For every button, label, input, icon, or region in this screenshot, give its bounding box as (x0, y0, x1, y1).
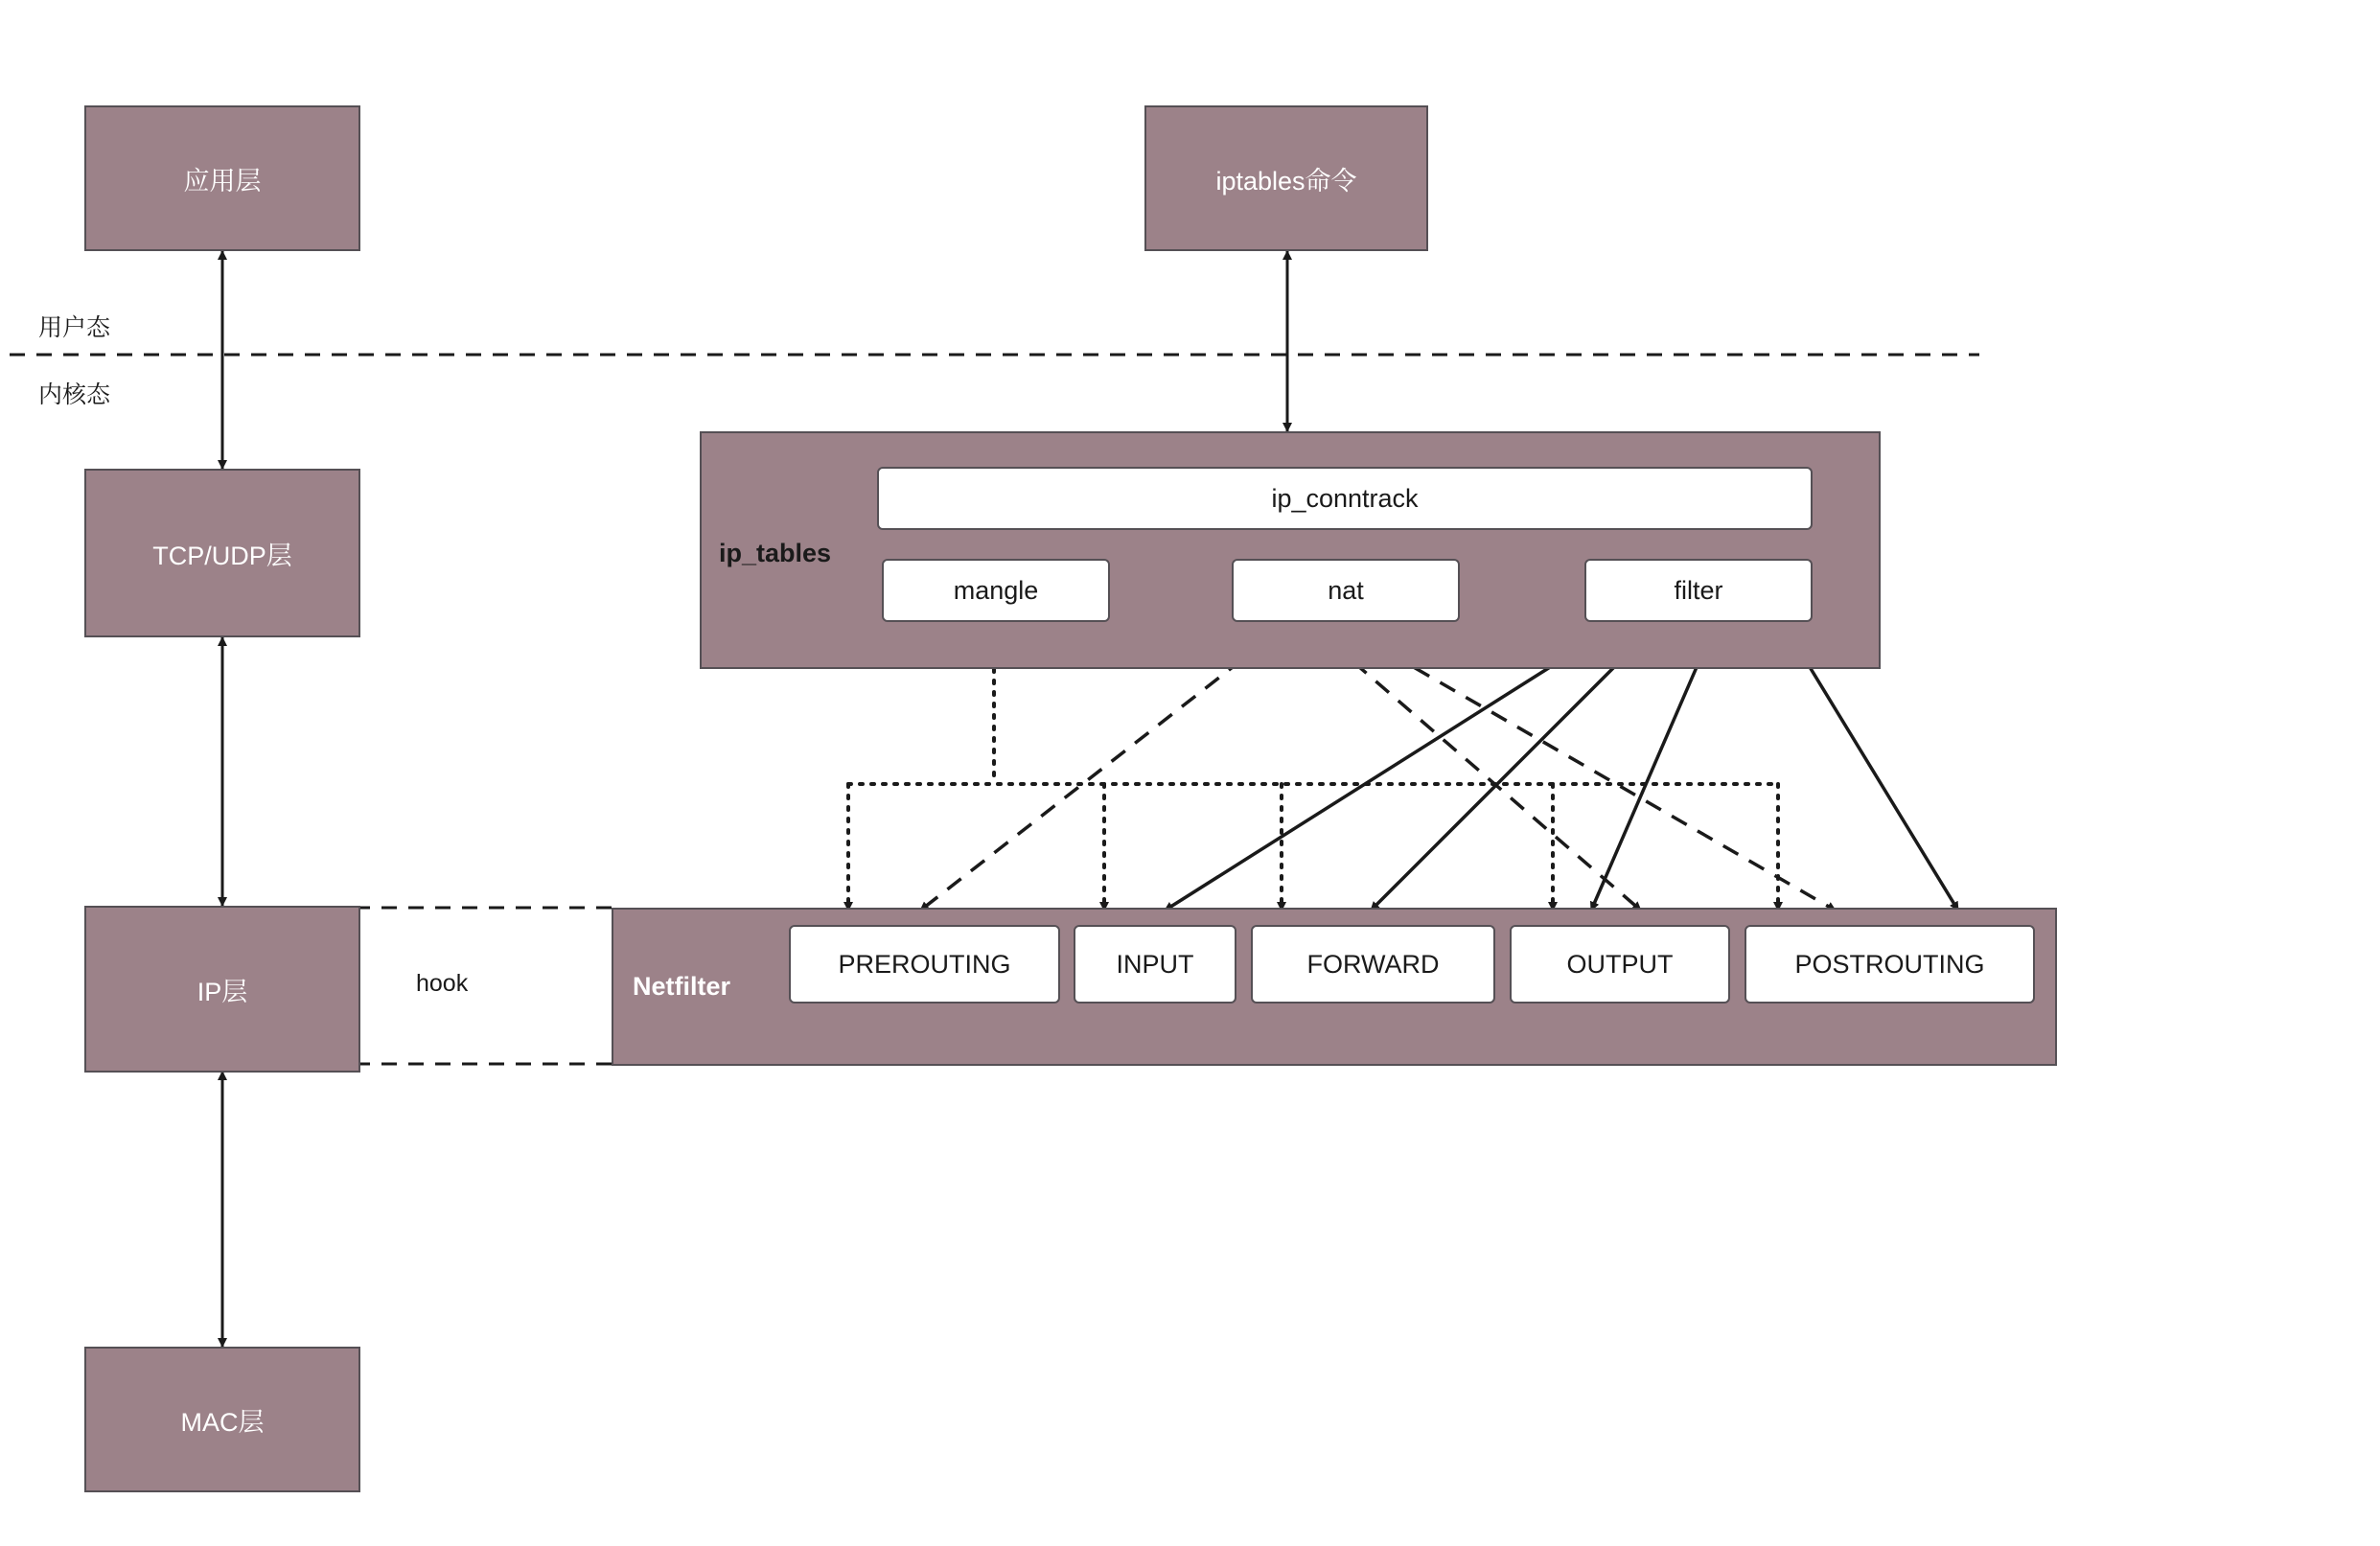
stack-box-application (84, 105, 360, 251)
table-box-filter (1584, 559, 1813, 622)
stack-box-ip (84, 906, 360, 1073)
stack-box-label: IP层 (196, 977, 248, 1006)
stack-box-mac (84, 1347, 360, 1492)
chain-box-postrouting (1745, 925, 2035, 1004)
stack-box-label: MAC层 (180, 1407, 265, 1437)
table-label: nat (1328, 575, 1364, 605)
chain-label: INPUT (1116, 949, 1194, 979)
chain-box-forward (1251, 925, 1495, 1004)
iptables-command-label: iptables命令 (1215, 166, 1357, 196)
chain-box-prerouting (789, 925, 1060, 1004)
label-user-mode: 用户态 (38, 314, 111, 341)
stack-box-label: TCP/UDP层 (152, 541, 292, 570)
ip-conntrack-label: ip_conntrack (1271, 483, 1419, 513)
iptables-command-box (1144, 105, 1428, 251)
ip-tables-title: ip_tables (719, 539, 832, 567)
chain-box-input (1074, 925, 1236, 1004)
netfilter-title: Netfilter (633, 972, 731, 1001)
chain-label: OUTPUT (1566, 949, 1674, 979)
stack-box-tcp-udp (84, 469, 360, 637)
label-hook: hook (416, 970, 469, 997)
chain-label: PREROUTING (838, 949, 1011, 979)
stack-box-label: 应用层 (183, 166, 262, 196)
label-kernel-mode: 内核态 (38, 381, 111, 408)
table-label: mangle (953, 575, 1039, 605)
table-label: filter (1674, 575, 1723, 605)
chain-box-output (1510, 925, 1730, 1004)
chain-label: FORWARD (1306, 949, 1440, 979)
table-box-nat (1232, 559, 1460, 622)
table-box-mangle (882, 559, 1110, 622)
chain-label: POSTROUTING (1794, 949, 1985, 979)
ip-conntrack-box (877, 467, 1813, 530)
